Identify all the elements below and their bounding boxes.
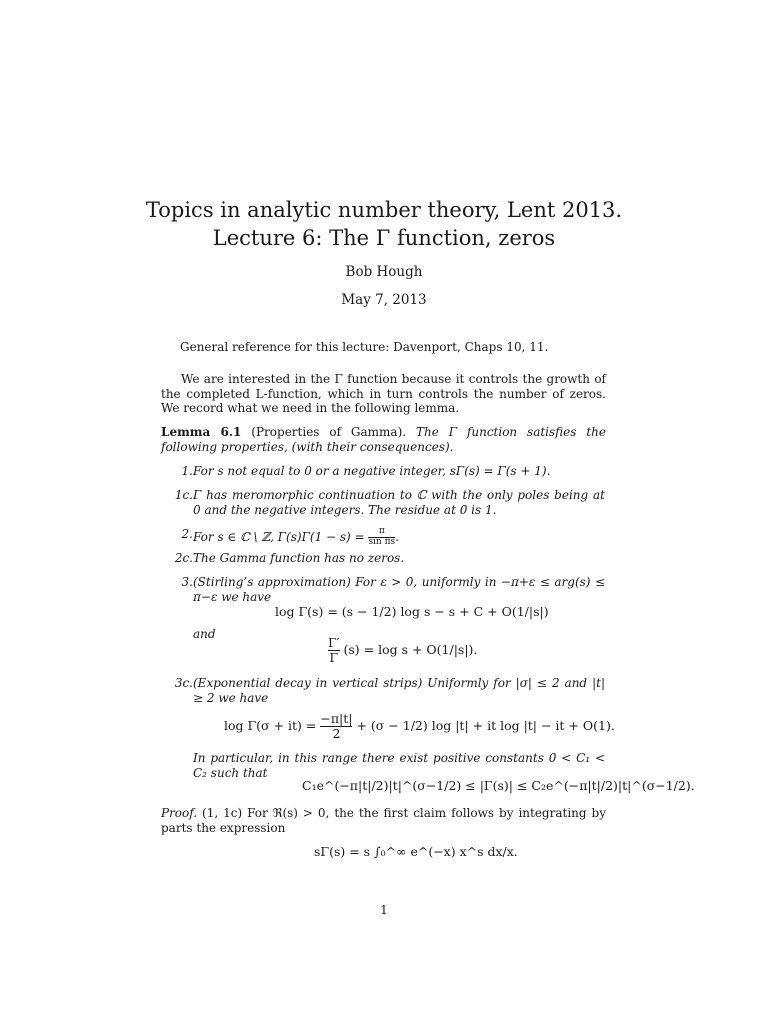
page-number: 1 xyxy=(380,903,388,917)
item-text: The Gamma function has no zeros. xyxy=(193,551,405,565)
lemma-label: Lemma 6.1 xyxy=(161,425,242,439)
proof-text: (1, 1c) For ℜ(s) > 0, the the first claim follows by integrating by parts the expression xyxy=(161,806,606,835)
item-number: 2c. xyxy=(174,551,193,565)
item-number: 2. xyxy=(181,527,193,541)
item-number: 3. xyxy=(181,575,193,589)
lemma-name: (Properties of Gamma). xyxy=(251,425,407,439)
date: May 7, 2013 xyxy=(341,292,427,308)
item-number: 3c. xyxy=(174,676,193,690)
gamma-bounds-inequality: C₁e^(−π|t|/2)|t|^(σ−1/2) ≤ |Γ(s)| ≤ C₂e^(−π|t|/2)|t|^(σ−1/2). xyxy=(302,778,695,793)
title-line-1: Topics in analytic number theory, Lent 2013. xyxy=(145,198,623,222)
lemma-statement: The Γ function satisfies the following properties, (with their consequences). xyxy=(161,425,606,454)
and-word: and xyxy=(193,627,216,641)
lemma-heading xyxy=(161,425,606,454)
item-text: Γ has meromorphic continuation to ℂ with the only poles being at 0 and the negative integers. The residue at 0 is 1. xyxy=(193,488,605,517)
log-derivative-equation: $\frac{\Gamma'}{\Gamma}$ (s) = log s + O(1/|s|). xyxy=(328,635,478,665)
item-text: (Exponential decay in vertical strips) Uniformly for |σ| ≤ 2 and |t| ≥ 2 we have xyxy=(193,676,605,705)
author: Bob Hough xyxy=(345,264,423,280)
pi-over-sin-fraction: $\frac{\pi}{\text{sin πs}}$ xyxy=(368,526,396,547)
intro-paragraph: We are interested in the Γ function because it controls the growth of the completed L-function, which in turn controls the number of zeros. We record what we need in the following lemma. xyxy=(161,372,606,415)
proof-paragraph xyxy=(161,806,606,835)
item-number: 1c. xyxy=(174,488,193,502)
proof-label: Proof. xyxy=(161,806,198,820)
item-text: (Stirling’s approximation) For ε > 0, uniformly in −π+ε ≤ arg(s) ≤ π−ε we have xyxy=(193,575,605,604)
particular-sentence: In particular, in this range there exist positive constants 0 < C₁ < C₂ such that xyxy=(193,751,605,780)
title-line-2: Lecture 6: The Γ function, zeros xyxy=(212,226,556,250)
stirling-equation: log Γ(s) = (s − 1/2) log s − s + C + O(1/|s|) xyxy=(275,604,549,619)
integral-equation: sΓ(s) = s ∫₀^∞ e^(−x) x^s dx/x. xyxy=(314,844,518,859)
item-text: For s ∈ ℂ \ ℤ, Γ(s)Γ(1 − s) = $\frac{\pi}{\text{sin πs}}$ . xyxy=(193,526,399,547)
reference-line: General reference for this lecture: Davenport, Chaps 10, 11. xyxy=(180,340,549,354)
item-number: 1. xyxy=(181,464,193,478)
item-text: For s not equal to 0 or a negative integer, sΓ(s) = Γ(s + 1). xyxy=(193,464,551,478)
vertical-strip-equation: log Γ(σ + it) = $\frac{-\pi|t|}{2}$ + (σ − 1/2) log |t| + it log |t| − it + O(1). xyxy=(224,711,615,741)
